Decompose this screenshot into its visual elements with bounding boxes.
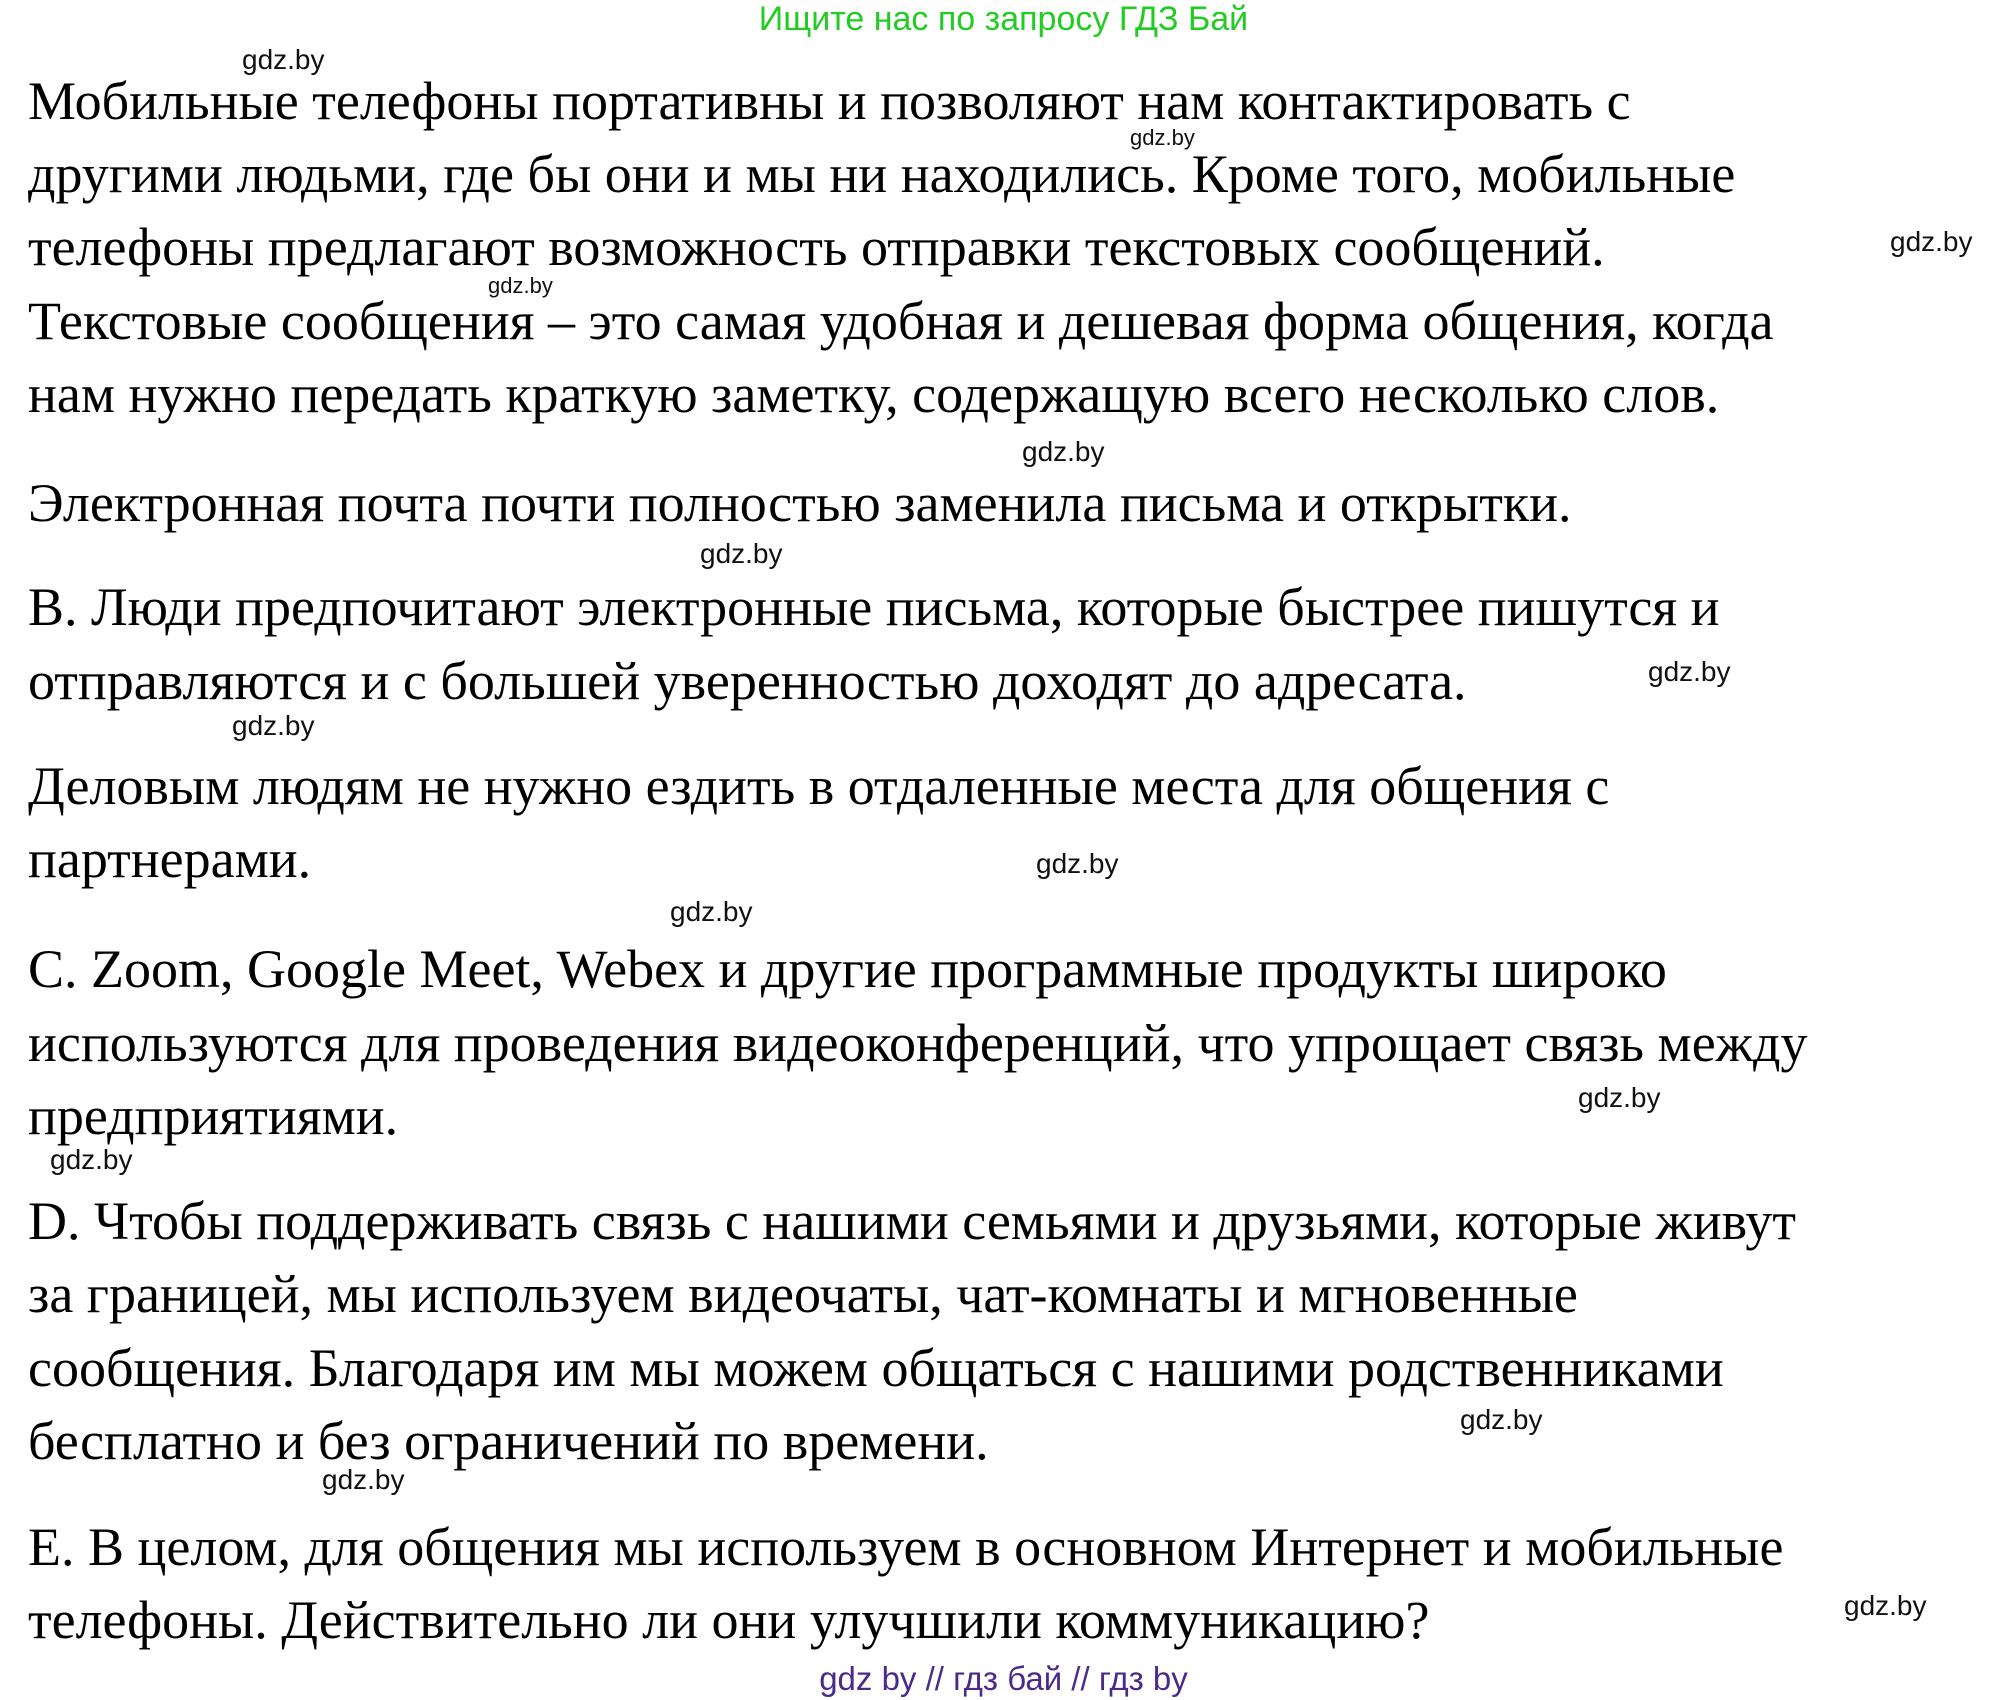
text-line: E. В целом, для общения мы используем в основном Интернет и мобильные [28, 1517, 1784, 1577]
text-line: партнерами. [28, 829, 312, 889]
watermark: gdz.by [1578, 1082, 1661, 1113]
text-line: нам нужно передать краткую заметку, содержащую всего несколько слов. [28, 364, 1720, 424]
watermark: gdz.by [1844, 1590, 1927, 1621]
text-line: сообщения. Благодаря им мы можем общаться с нашими родственниками [28, 1338, 1724, 1398]
text-line: Мобильные телефоны портативны и позволяют нам контактировать с [28, 71, 1631, 131]
text-line: предприятиями. [28, 1086, 399, 1146]
text-line: B. Люди предпочитают электронные письма, которые быстрее пишутся и [28, 577, 1720, 637]
watermark: gdz.by [1036, 848, 1119, 879]
text-line: C. Zoom, Google Meet, Webex и другие программные продукты широко [28, 939, 1667, 999]
text-line: телефоны предлагают возможность отправки текстовых сообщений. [28, 217, 1605, 277]
watermark: gdz.by [1648, 656, 1731, 687]
text-line: другими людьми, где бы они и мы ни находились. Кроме того, мобильные [28, 144, 1736, 204]
watermark: gdz.by [1130, 125, 1195, 150]
text-line: отправляются и с большей уверенностью доходят до адресата. [28, 651, 1467, 711]
text-line: Текстовые сообщения – это самая удобная и дешевая форма общения, когда [28, 291, 1774, 351]
watermark: gdz.by [50, 1144, 133, 1175]
text-line: D. Чтобы поддерживать связь с нашими семьями и друзьями, которые живут [28, 1191, 1796, 1251]
text-line: используются для проведения видеоконференций, что упрощает связь между [28, 1013, 1808, 1073]
search-hint-banner: Ищите нас по запросу ГДЗ Бай [758, 0, 1249, 38]
watermark: gdz.by [700, 538, 783, 569]
text-line: Деловым людям не нужно ездить в отдаленные места для общения с [28, 756, 1610, 816]
watermark: gdz.by [488, 273, 553, 298]
text-line: Электронная почта почти полностью заменила письма и открытки. [28, 473, 1572, 533]
watermark: gdz.by [322, 1464, 405, 1495]
text-line: за границей, мы используем видеочаты, чат-комнаты и мгновенные [28, 1264, 1578, 1324]
watermark: gdz.by [232, 710, 315, 741]
footer-watermark: gdz by // гдз бай // гдз by [819, 1660, 1188, 1697]
watermark: gdz.by [1890, 226, 1973, 257]
watermark: gdz.by [1460, 1404, 1543, 1435]
text-line: бесплатно и без ограничений по времени. [28, 1411, 989, 1471]
watermark: gdz.by [242, 44, 325, 75]
watermark: gdz.by [1022, 436, 1105, 467]
text-line: телефоны. Действительно ли они улучшили коммуникацию? [28, 1590, 1430, 1650]
watermark: gdz.by [670, 896, 753, 927]
